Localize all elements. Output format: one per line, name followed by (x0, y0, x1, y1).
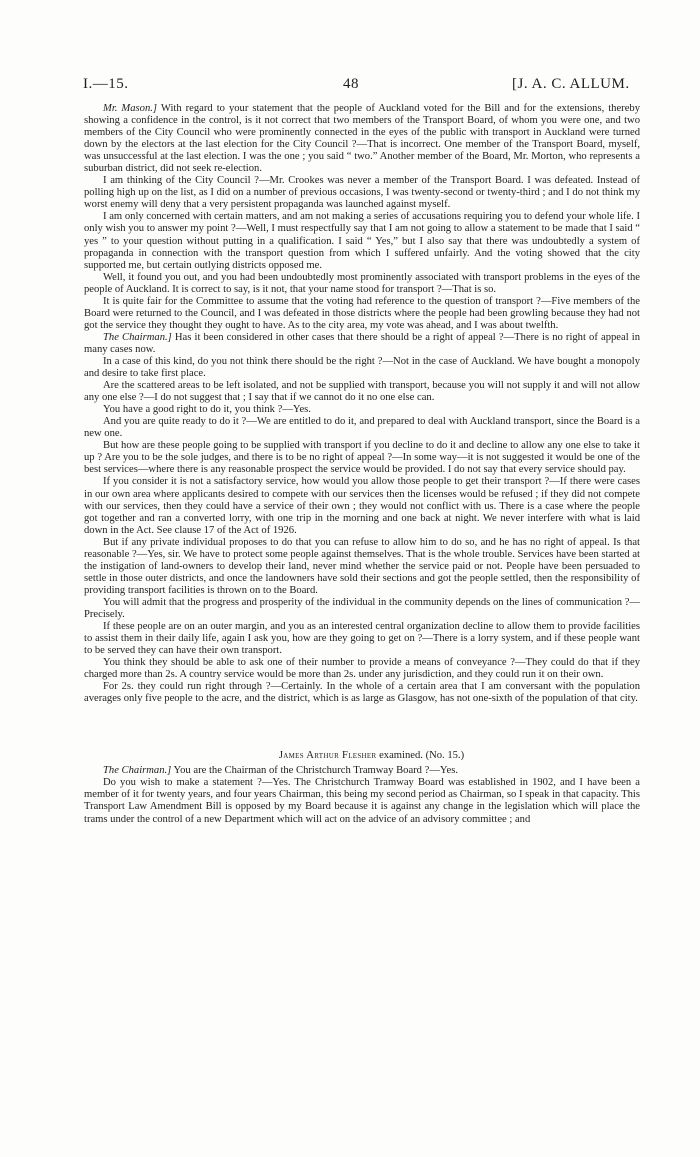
paragraph-text: Do you wish to make a statement ?—Yes. The Christchurch Tramway Board was established in 1902, and I have been a member of it for twenty years, and four years Chairman, this being my second period as Chairman, so I speak in that capacity. This Transport Law Amendment Bill is opposed by my Board because it is against any change in the legislation which will place the trams under the control of a new Department which will act on the advice of an advisory committee ; and (84, 777, 640, 825)
paragraph (84, 621, 640, 657)
speaker-label: The Chairman.] (103, 331, 172, 343)
paragraph (84, 404, 640, 416)
speaker-label: The Chairman.] (103, 765, 172, 777)
paragraph-text: If you consider it is not a satisfactory service, how would you allow those people to get their transport ?—If there were cases in our own area where applicants desired to compete with our services then the licenses would be refused ; if they did not compete with our services, then they could have a service of their own ; they would not conflict with us. There is a case where the people got together and ran a converted lorry, with one trip in the morning and one back at night. We never interfere with what is laid down in the Act. See clause 17 of the Act of 1926. (84, 476, 640, 536)
paragraph (84, 211, 640, 271)
paragraph-text: Has it been considered in other cases that there should be a right of appeal ?—There is no right of appeal in many cases now. (84, 331, 641, 355)
header-reference: I.—15. (83, 76, 129, 92)
paragraph-text: With regard to your statement that the people of Auckland voted for the Bill and for the extensions, thereby showing a confidence in the control, is it not correct that two members of the Transport Board, of whom you were one, and two members of the City Council who were prominently connected in the eyes of the public with transport in Auckland were turned down by the electors at the last election for the City Council ?—That is incorrect. One member of the Transport Board, myself, was unsuccessful at the last election. I was the one ; you said “ two.” Another member of the Board, Mr. Morton, who represents a suburban district, did not seek re-election. (84, 103, 640, 175)
paragraph (84, 356, 640, 380)
paragraph-text: You have a good right to do it, you think ?—Yes. (103, 404, 311, 416)
header-witness: [J. A. C. ALLUM. (512, 76, 630, 92)
paragraph-text: You are the Chairman of the Christchurch Tramway Board ?—Yes. (173, 765, 458, 777)
paragraph (84, 777, 640, 825)
section-gap (84, 705, 640, 749)
paragraph-text: I am thinking of the City Council ?—Mr. Crookes was never a member of the Transport Board. I was defeated. Instead of polling high up on the list, as I did on a number of previous occasions, I was twenty-second or twenty-third ; and I do not think my worst enemy will deny that a very persistent propaganda was launched against myself. (84, 175, 640, 211)
paragraph (84, 765, 640, 777)
paragraph (84, 416, 640, 440)
paragraph-text: In a case of this kind, do you not think there should be the right ?—Not in the case of Auckland. We have bought a monopoly and desire to take first place. (84, 355, 640, 380)
paragraph (84, 103, 640, 175)
paragraph-text: Are the scattered areas to be left isolated, and not be supplied with transport, because you will not supply it and will not allow any one else ?—I do not suggest that ; I say that if we cannot do it no one else can. (84, 380, 640, 404)
paragraph (84, 440, 640, 476)
testimony-paragraphs (84, 103, 640, 705)
paragraph (84, 597, 640, 621)
paragraph (84, 272, 640, 296)
paragraph (84, 332, 640, 356)
paragraph-text: I am only concerned with certain matters, and am not making a series of accusations requiring you to defend your whole life. I only wish you to answer my point ?—Well, I must respectfully say that I am not going to allow a statement to be made that I said “ yes ” to your question without putting in a qualification. I said “ Yes,” but I also say that there was undoubtedly a system of propaganda in connection with the transport question from which I suffered unfairly. And the voting showed that the city supported me, but certain outlying districts opposed me. (84, 211, 640, 271)
paragraph (84, 681, 640, 705)
paragraph-text: You will admit that the progress and prosperity of the individual in the community depends on the lines of communication ?—Precisely. (84, 596, 640, 620)
paragraph-text: You think they should be able to ask one of their number to provide a means of conveyance ?—They could do that if they charged more than 2s. A country service would be more than 2s. under any jurisdiction, and they could run it on their own. (84, 657, 640, 681)
paragraph-text: It is quite fair for the Committee to assume that the voting had reference to the question of transport ?—Five members of the Board were returned to the Council, and I was defeated in those districts where the people had been growling because they had not got the service they thought they ought to have. As to the city area, my vote was ahead, and I was about twelfth. (84, 295, 640, 331)
paragraph-text: For 2s. they could run right through ?—Certainly. In the whole of a certain area that I am conversant with the population averages only five people to the acre, and the district, which is as large as Glasgow, has not one-sixth of the population of that city. (84, 681, 640, 705)
witness-name: James Arthur Flesher (278, 750, 377, 762)
paragraph (84, 175, 640, 211)
paragraph-text: But if any private individual proposes to do that you can refuse to allow him to do so, and he has no right of appeal. Is that reasonable ?—Yes, sir. We have to protect some people against themselves. That is the whole trouble. Services have been started at the instigation of land-owners to develop their land, never mind whether the service paid or not. People have been persuaded to settle in those outer districts, and once the landowners have sold their sections and got the people settled, then the responsibility of providing transport facilities is thrown on to the Board. (84, 536, 640, 596)
paragraph (84, 657, 640, 681)
page-number: 48 (343, 76, 359, 92)
section-suffix: examined. (No. 15.) (379, 750, 465, 762)
paragraph (84, 476, 640, 536)
speaker-label: Mr. Mason.] (103, 103, 158, 114)
section-heading (84, 749, 640, 765)
paragraph (84, 537, 640, 597)
section-paragraphs (84, 765, 640, 825)
paragraph (84, 380, 640, 404)
body-text (84, 103, 640, 826)
paragraph-text: Well, it found you out, and you had been undoubtedly most prominently associated with transport problems in the eyes of the people of Auckland. It is correct to say, is it not, that your name stood for transport ?—That is so. (84, 271, 640, 295)
paragraph (84, 296, 640, 332)
paragraph-text: If these people are on an outer margin, and you as an interested central organization decline to allow them to provide facilities to assist them in their daily life, again I ask you, how are they going to get on ?—There is a lorry system, and if these people want to be served they can have their own transport. (84, 621, 640, 657)
paragraph-text: But how are these people going to be supplied with transport if you decline to do it and decline to allow any one else to take it up ? Are you to be the sole judges, and there is to be no right of appeal ?—In some way—it is not suggested it would be one of the best services—where there is any reasonable prospect the service would be provided. I do not say that every service should pay. (84, 440, 640, 476)
paragraph-text: And you are quite ready to do it ?—We are entitled to do it, and prepared to deal with Auckland transport, since the Board is a new one. (84, 416, 640, 440)
